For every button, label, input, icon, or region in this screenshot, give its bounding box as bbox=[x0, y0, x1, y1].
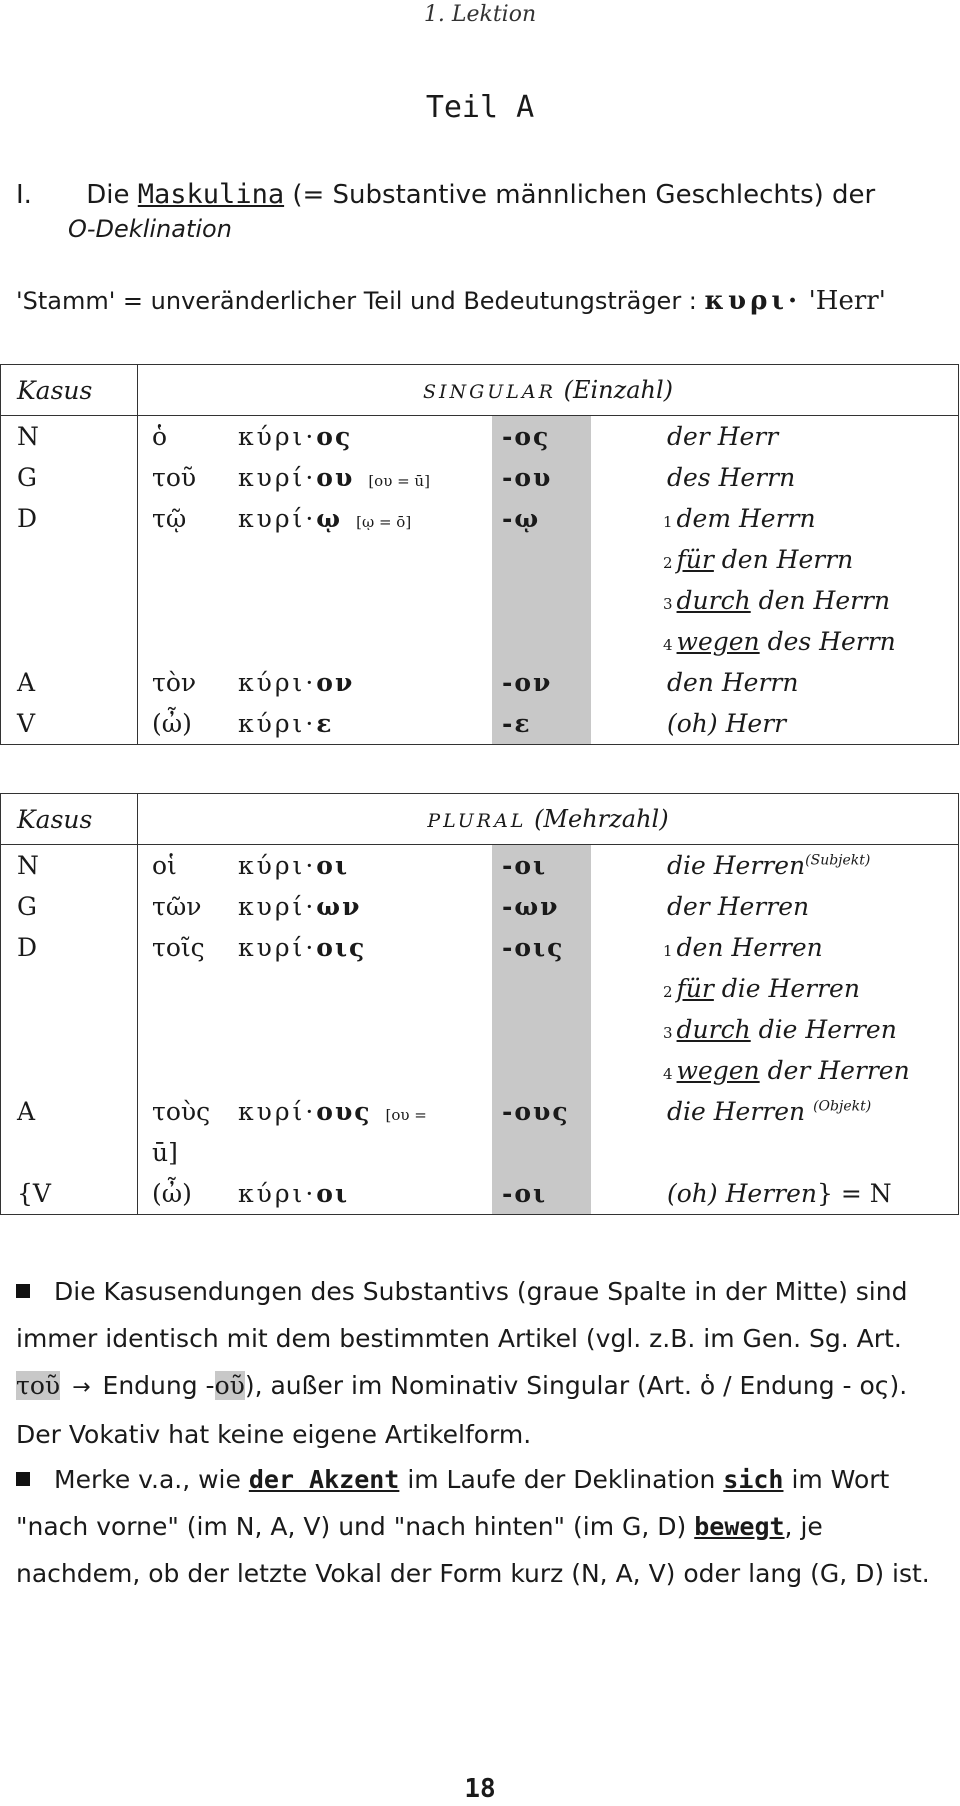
table-row bbox=[1, 968, 959, 1009]
ending: οι bbox=[316, 1179, 350, 1208]
note1-text-c: ), außer im Nominativ Singular (Art. ὁ / Endung - ος). Der Vokativ hat keine eigene Artikelform. bbox=[16, 1371, 908, 1449]
translation-text: den Herrn bbox=[667, 668, 799, 697]
table-row bbox=[1, 457, 959, 498]
number-label: SINGULAR bbox=[422, 381, 556, 403]
case-label: A bbox=[1, 1091, 138, 1132]
note-paragraph-2 bbox=[16, 1456, 946, 1597]
ending-column: -οις bbox=[492, 927, 591, 968]
greek-form bbox=[138, 1050, 493, 1091]
greek-form bbox=[138, 498, 493, 539]
case-label bbox=[1, 1050, 138, 1091]
ending: ους bbox=[316, 1097, 372, 1126]
greek-form bbox=[138, 703, 493, 745]
section-heading bbox=[16, 178, 946, 246]
translation bbox=[591, 580, 959, 621]
greek-form bbox=[138, 1091, 493, 1132]
ending-column: -ον bbox=[492, 662, 591, 703]
part-title: Teil A bbox=[425, 90, 535, 125]
note1-article: τοῦ bbox=[16, 1371, 61, 1400]
ending-column bbox=[492, 539, 591, 580]
ending-column bbox=[492, 1050, 591, 1091]
ending-column bbox=[492, 1132, 591, 1173]
case-label: {V bbox=[1, 1173, 138, 1215]
translation-number: 1 bbox=[663, 513, 673, 531]
plural-number-header bbox=[138, 794, 959, 845]
number-gloss: (Mehrzahl) bbox=[534, 805, 669, 833]
table-row bbox=[1, 1050, 959, 1091]
stem: κύρι· bbox=[238, 709, 317, 738]
greek-form bbox=[138, 539, 493, 580]
translation bbox=[591, 968, 959, 1009]
table-row bbox=[1, 662, 959, 703]
article: ὁ bbox=[152, 422, 168, 451]
greek-form bbox=[138, 457, 493, 498]
translation bbox=[591, 1091, 959, 1132]
ending-column bbox=[492, 968, 591, 1009]
greek-form bbox=[138, 845, 493, 887]
translation bbox=[591, 1132, 959, 1173]
stem-greek: κυρι· bbox=[704, 286, 801, 316]
ending: ε bbox=[316, 709, 334, 738]
note2-text-b: im Laufe der Deklination bbox=[407, 1465, 716, 1494]
table-row bbox=[1, 416, 959, 458]
note2-bewegt: bewegt bbox=[694, 1512, 785, 1541]
translation-tail: } = N bbox=[817, 1179, 892, 1208]
case-label bbox=[1, 1132, 138, 1173]
stem: κύρι· bbox=[238, 422, 317, 451]
case-label: G bbox=[1, 457, 138, 498]
translation-preposition: für bbox=[676, 974, 714, 1003]
ending: ῳ bbox=[316, 504, 343, 533]
translation bbox=[591, 845, 959, 887]
greek-form bbox=[138, 1009, 493, 1050]
translation-text: der Herren bbox=[667, 892, 810, 921]
stem: κυρί· bbox=[238, 463, 317, 492]
article: τοῖς bbox=[152, 933, 205, 962]
article: τὸν bbox=[152, 668, 197, 697]
stem: κύρι· bbox=[238, 851, 317, 880]
kasus-label: Kasus bbox=[1, 365, 138, 416]
translation bbox=[591, 703, 959, 745]
page-number: 18 bbox=[464, 1774, 496, 1804]
case-label bbox=[1, 968, 138, 1009]
translation-number: 3 bbox=[663, 1024, 673, 1042]
stem: κύρι· bbox=[238, 668, 317, 697]
translation bbox=[591, 539, 959, 580]
arrow-right-icon: → bbox=[72, 1375, 91, 1400]
case-label bbox=[1, 1009, 138, 1050]
translation-text: der Herren bbox=[759, 1056, 910, 1085]
ending-column: -ου bbox=[492, 457, 591, 498]
note1-text-b: Endung - bbox=[102, 1371, 215, 1400]
translation-text: der Herr bbox=[667, 422, 779, 451]
translation-number: 3 bbox=[663, 595, 673, 613]
ending-column bbox=[492, 580, 591, 621]
heading-term: Maskulina bbox=[137, 179, 285, 210]
ending-column: -ῳ bbox=[492, 498, 591, 539]
article: (ὦ) bbox=[152, 709, 192, 738]
translation-number: 2 bbox=[663, 983, 673, 1001]
case-label: N bbox=[1, 416, 138, 458]
stem: κυρί· bbox=[238, 933, 317, 962]
table-row bbox=[1, 498, 959, 539]
table-row bbox=[1, 539, 959, 580]
translation bbox=[591, 621, 959, 662]
running-head: 1. Lektion bbox=[423, 2, 537, 27]
ending-column: -ων bbox=[492, 886, 591, 927]
greek-form bbox=[138, 927, 493, 968]
translation-text: die Herren bbox=[667, 1097, 814, 1126]
ending: ος bbox=[316, 422, 353, 451]
number-label: PLURAL bbox=[427, 810, 527, 832]
note2-text-c: im Wort "nach vorne" (im N, A, V) und "nach hinten" (im G, D) bbox=[16, 1465, 890, 1541]
heading-subline: O-Deklination bbox=[68, 215, 232, 243]
translation bbox=[591, 1050, 959, 1091]
translation-preposition: durch bbox=[676, 1015, 751, 1044]
translation-text: (oh) Herr bbox=[667, 709, 787, 738]
greek-form bbox=[138, 1132, 493, 1173]
article: ū] bbox=[152, 1138, 178, 1167]
case-label bbox=[1, 580, 138, 621]
case-label bbox=[1, 621, 138, 662]
plural-header-row bbox=[1, 794, 959, 845]
pronunciation-note: [ου = ū] bbox=[368, 472, 430, 490]
translation-superscript: (Subjekt) bbox=[805, 852, 871, 869]
ending-column: -ος bbox=[492, 416, 591, 458]
article: τοῦ bbox=[152, 463, 197, 492]
singular-header-row bbox=[1, 365, 959, 416]
square-bullet-icon bbox=[16, 1284, 30, 1298]
section-number: I. bbox=[16, 180, 32, 210]
table-row bbox=[1, 703, 959, 745]
case-label bbox=[1, 539, 138, 580]
translation-number: 1 bbox=[663, 942, 673, 960]
stem: κυρί· bbox=[238, 504, 317, 533]
greek-form bbox=[138, 1173, 493, 1215]
article: (ὦ) bbox=[152, 1179, 192, 1208]
translation bbox=[591, 886, 959, 927]
table-row bbox=[1, 1173, 959, 1215]
article: οἱ bbox=[152, 851, 177, 880]
article: τῶν bbox=[152, 892, 202, 921]
greek-form bbox=[138, 662, 493, 703]
note2-text-d: , je nachdem, ob der letzte Vokal der Form kurz (N, A, V) oder lang (G, D) ist. bbox=[16, 1512, 930, 1588]
translation bbox=[591, 498, 959, 539]
number-gloss: (Einzahl) bbox=[563, 376, 674, 404]
case-label: N bbox=[1, 845, 138, 887]
note2-text-a: Merke v.a., wie bbox=[54, 1465, 241, 1494]
translation-number: 4 bbox=[663, 636, 673, 654]
stem: κυρί· bbox=[238, 892, 317, 921]
singular-table bbox=[0, 364, 959, 745]
translation-text: die Herren bbox=[667, 851, 806, 880]
table-row bbox=[1, 927, 959, 968]
translation-text: den Herrn bbox=[750, 586, 891, 615]
note1-text-a: Die Kasusendungen des Substantivs (graue Spalte in der Mitte) sind immer identisch mit dem bestimmten Artikel (vgl. z.B. im Gen. Sg. Art. bbox=[16, 1277, 908, 1353]
table-row bbox=[1, 886, 959, 927]
article: τῷ bbox=[152, 504, 187, 533]
ending-column: -οι bbox=[492, 1173, 591, 1215]
stem: κύρι· bbox=[238, 1179, 317, 1208]
ending: ου bbox=[316, 463, 355, 492]
translation-text: den Herren bbox=[676, 933, 823, 962]
translation bbox=[591, 457, 959, 498]
stem-meaning: 'Herr' bbox=[808, 286, 886, 316]
greek-form bbox=[138, 580, 493, 621]
ending-column: -ους bbox=[492, 1091, 591, 1132]
ending: ων bbox=[316, 892, 362, 921]
case-label: D bbox=[1, 498, 138, 539]
translation-text: (oh) Herren bbox=[667, 1179, 817, 1208]
translation-text: die Herren bbox=[713, 974, 860, 1003]
translation-number: 4 bbox=[663, 1065, 673, 1083]
greek-form bbox=[138, 416, 493, 458]
greek-form bbox=[138, 886, 493, 927]
table-row bbox=[1, 621, 959, 662]
square-bullet-icon bbox=[16, 1472, 30, 1486]
table-row bbox=[1, 580, 959, 621]
translation bbox=[591, 662, 959, 703]
case-label: D bbox=[1, 927, 138, 968]
translation bbox=[591, 1009, 959, 1050]
ending-column: -ε bbox=[492, 703, 591, 745]
translation-preposition: wegen bbox=[676, 1056, 760, 1085]
stem-line bbox=[16, 286, 946, 316]
table-row bbox=[1, 845, 959, 887]
case-label: A bbox=[1, 662, 138, 703]
ending-column: -οι bbox=[492, 845, 591, 887]
translation-preposition: wegen bbox=[676, 627, 760, 656]
pronunciation-note: [ου = bbox=[385, 1106, 427, 1124]
singular-number-header bbox=[138, 365, 959, 416]
kasus-label: Kasus bbox=[1, 794, 138, 845]
table-row bbox=[1, 1091, 959, 1132]
translation-text: die Herren bbox=[750, 1015, 897, 1044]
pronunciation-note: [ῳ = ō] bbox=[356, 513, 412, 531]
ending: ον bbox=[316, 668, 355, 697]
note-paragraph-1 bbox=[16, 1268, 946, 1458]
note2-sich: sich bbox=[723, 1465, 784, 1494]
case-label: G bbox=[1, 886, 138, 927]
heading-text-after: (= Substantive männlichen Geschlechts) der bbox=[292, 180, 876, 210]
ending-column bbox=[492, 1009, 591, 1050]
translation bbox=[591, 927, 959, 968]
plural-table bbox=[0, 793, 959, 1215]
heading-text-before: Die bbox=[86, 180, 130, 210]
stem: κυρί· bbox=[238, 1097, 317, 1126]
translation-text: den Herrn bbox=[713, 545, 854, 574]
greek-form bbox=[138, 621, 493, 662]
note2-akzent: der Akzent bbox=[248, 1465, 400, 1494]
translation bbox=[591, 416, 959, 458]
stem-label: 'Stamm' = unveränderlicher Teil und Bedeutungsträger : bbox=[16, 287, 697, 315]
translation-preposition: für bbox=[676, 545, 714, 574]
article: τοὺς bbox=[152, 1097, 211, 1126]
note1-ending: οῦ bbox=[214, 1371, 245, 1400]
greek-form bbox=[138, 968, 493, 1009]
translation-text: des Herrn bbox=[759, 627, 896, 656]
translation bbox=[591, 1173, 959, 1215]
ending: οι bbox=[316, 851, 350, 880]
table-row bbox=[1, 1132, 959, 1173]
ending: οις bbox=[316, 933, 367, 962]
ending-column bbox=[492, 621, 591, 662]
case-label: V bbox=[1, 703, 138, 745]
translation-superscript: (Objekt) bbox=[813, 1098, 872, 1115]
translation-text: dem Herrn bbox=[676, 504, 816, 533]
table-row bbox=[1, 1009, 959, 1050]
translation-preposition: durch bbox=[676, 586, 751, 615]
translation-text: des Herrn bbox=[667, 463, 796, 492]
translation-number: 2 bbox=[663, 554, 673, 572]
